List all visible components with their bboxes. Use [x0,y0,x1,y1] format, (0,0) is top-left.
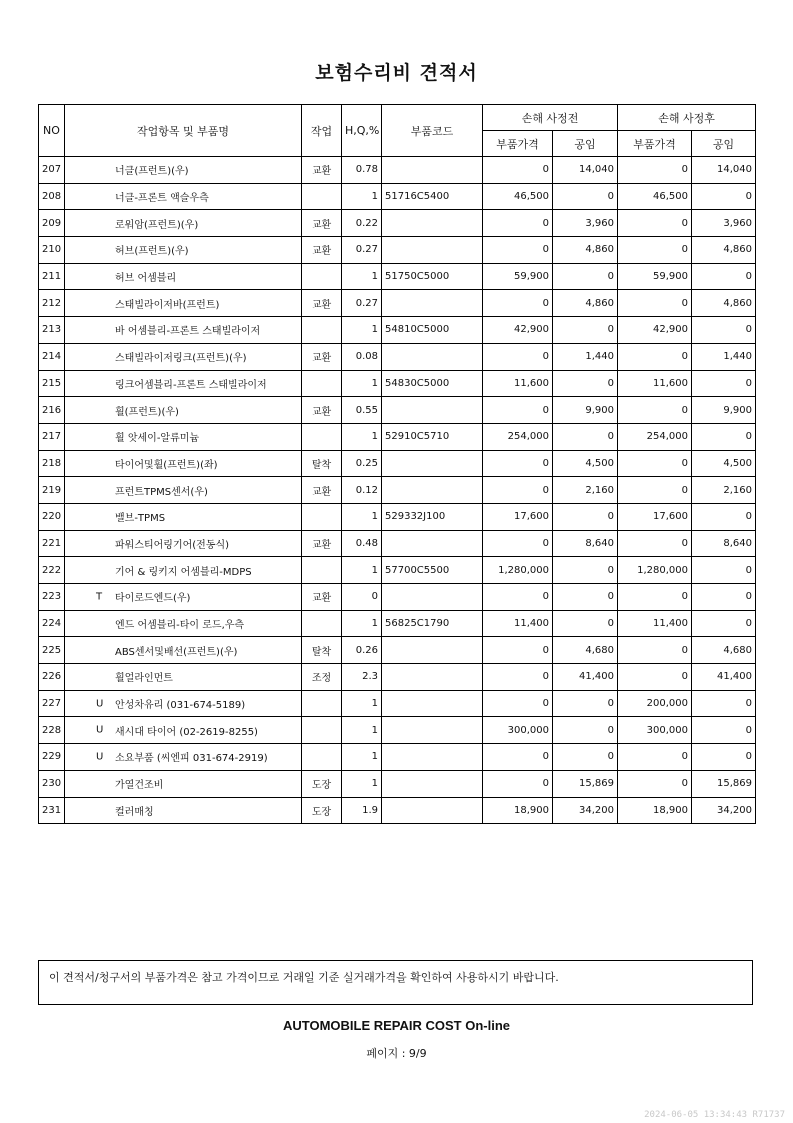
cell-hq: 0.25 [342,450,382,477]
cell-labor-after: 0 [692,584,756,611]
cell-work [302,744,342,771]
cell-item-name [65,557,302,584]
cell-hq: 0.26 [342,637,382,664]
cell-no: 226 [39,664,65,691]
cell-part-code: 57700C5500 [382,557,483,584]
cell-hq: 1 [342,717,382,744]
header-before-adjustment: 손해 사정전 [483,105,618,131]
cell-labor-after: 0 [692,690,756,717]
cell-part-price-after: 0 [618,290,692,317]
cell-labor-before: 15,869 [553,770,618,797]
table-row [39,503,756,530]
cell-part-price-after: 0 [618,770,692,797]
cell-hq: 1 [342,263,382,290]
cell-no: 228 [39,717,65,744]
header-part-code: 부품코드 [382,105,483,157]
cell-item-name [65,503,302,530]
table-row [39,263,756,290]
cell-hq: 1 [342,744,382,771]
cell-work: 교환 [302,237,342,264]
cell-item-name [65,183,302,210]
table-row [39,290,756,317]
table-row [39,370,756,397]
cell-no: 207 [39,157,65,184]
cell-work [302,183,342,210]
cell-no: 217 [39,423,65,450]
cell-item-name [65,237,302,264]
cell-part-price-after: 0 [618,397,692,424]
cell-part-price-before: 17,600 [483,503,553,530]
row-flag: T [96,591,103,603]
cell-part-price-before: 11,600 [483,370,553,397]
header-no: NO [39,105,65,157]
item-name: 스태빌라이저링크(프런트)(우) [115,353,247,365]
cell-part-code: 54830C5000 [382,370,483,397]
cell-hq: 0.08 [342,343,382,370]
item-name: 기어 & 링키지 어셈블리-MDPS [115,566,252,578]
cell-labor-after: 0 [692,557,756,584]
cell-item-name [65,610,302,637]
item-name: 너클-프론트 액슬우측 [115,193,209,205]
cell-work [302,423,342,450]
cell-labor-before: 2,160 [553,477,618,504]
cell-part-price-after: 59,900 [618,263,692,290]
cell-labor-before: 0 [553,503,618,530]
cell-work: 교환 [302,157,342,184]
header-part-price-before: 부품가격 [483,131,553,157]
item-name: 허브(프런트)(우) [115,246,189,258]
item-name: 프런트TPMS센서(우) [115,486,208,498]
cell-part-price-before: 0 [483,477,553,504]
table-row [39,423,756,450]
table-row [39,343,756,370]
cell-part-price-before: 0 [483,690,553,717]
table-row [39,770,756,797]
cell-hq: 1 [342,610,382,637]
cell-part-price-after: 11,600 [618,370,692,397]
table-row [39,183,756,210]
cell-part-price-before: 0 [483,770,553,797]
item-name: 바 어셈블리-프론트 스태빌라이저 [115,326,261,338]
cell-labor-after: 41,400 [692,664,756,691]
cell-part-price-after: 46,500 [618,183,692,210]
cell-labor-after: 0 [692,370,756,397]
cell-labor-after: 0 [692,503,756,530]
cell-hq: 1 [342,557,382,584]
cell-labor-after: 0 [692,317,756,344]
cell-hq: 0 [342,584,382,611]
table-row [39,317,756,344]
cell-no: 214 [39,343,65,370]
item-name: 타이로드엔드(우) [115,593,191,605]
cell-part-price-after: 254,000 [618,423,692,450]
table-row [39,637,756,664]
cell-labor-before: 4,860 [553,237,618,264]
cell-labor-after: 9,900 [692,397,756,424]
cell-item-name [65,290,302,317]
cell-labor-before: 4,680 [553,637,618,664]
cell-hq: 1 [342,503,382,530]
estimate-rows [39,157,756,824]
table-row [39,557,756,584]
cell-work: 도장 [302,770,342,797]
cell-part-code [382,343,483,370]
table-row [39,477,756,504]
item-name: 밸브-TPMS [115,513,166,525]
cell-labor-after: 4,860 [692,237,756,264]
page-number: 페이지 : 9/9 [366,1047,427,1060]
table-row [39,584,756,611]
cell-part-price-before: 0 [483,157,553,184]
cell-no: 209 [39,210,65,237]
item-name: 로워암(프런트)(우) [115,219,199,231]
cell-labor-before: 4,500 [553,450,618,477]
cell-work: 탈착 [302,450,342,477]
cell-part-code [382,717,483,744]
item-name: 소요부품 (씨엔피 031-674-2919) [115,753,268,765]
cell-work [302,370,342,397]
cell-part-price-before: 0 [483,664,553,691]
cell-labor-after: 0 [692,610,756,637]
cell-part-code [382,664,483,691]
cell-no: 218 [39,450,65,477]
table-row [39,664,756,691]
cell-part-code: 51716C5400 [382,183,483,210]
cell-no: 215 [39,370,65,397]
cell-part-code [382,584,483,611]
cell-item-name [65,690,302,717]
notice-text: 이 견적서/청구서의 부품가격은 참고 가격이므로 거래일 기준 실거래가격을 확인하여 사용하시기 바랍니다. [49,971,559,984]
cell-work: 교환 [302,343,342,370]
cell-item-name [65,770,302,797]
cell-part-price-before: 59,900 [483,263,553,290]
cell-no: 231 [39,797,65,824]
item-name: ABS센서및배선(프런트)(우) [115,646,238,658]
item-name: 휠 앗세이-알류미늄 [115,433,200,445]
cell-no: 227 [39,690,65,717]
cell-labor-before: 3,960 [553,210,618,237]
cell-labor-after: 0 [692,744,756,771]
cell-part-price-before: 1,280,000 [483,557,553,584]
cell-work: 도장 [302,797,342,824]
cell-item-name [65,210,302,237]
table-row [39,744,756,771]
cell-no: 208 [39,183,65,210]
cell-labor-before: 0 [553,690,618,717]
cell-part-code: 52910C5710 [382,423,483,450]
cell-work [302,317,342,344]
cell-part-price-after: 0 [618,157,692,184]
header-labor-before: 공임 [553,131,618,157]
cell-part-code [382,290,483,317]
table-row [39,237,756,264]
cell-labor-before: 14,040 [553,157,618,184]
cell-no: 229 [39,744,65,771]
notice-box [38,960,753,1005]
cell-hq: 0.27 [342,237,382,264]
table-row [39,157,756,184]
document-title: 보험수리비 견적서 [315,62,478,84]
table-row [39,397,756,424]
table-row [39,450,756,477]
cell-labor-before: 0 [553,717,618,744]
cell-no: 213 [39,317,65,344]
cell-work [302,717,342,744]
cell-part-code [382,477,483,504]
cell-item-name [65,744,302,771]
cell-part-price-after: 0 [618,637,692,664]
cell-labor-before: 0 [553,317,618,344]
cell-labor-before: 0 [553,370,618,397]
cell-hq: 0.22 [342,210,382,237]
footer-title: AUTOMOBILE REPAIR COST On-line [282,1018,511,1033]
cell-hq: 1 [342,317,382,344]
cell-part-price-before: 42,900 [483,317,553,344]
cell-no: 224 [39,610,65,637]
cell-part-code [382,530,483,557]
cell-item-name [65,157,302,184]
cell-part-price-after: 0 [618,530,692,557]
cell-part-price-before: 0 [483,343,553,370]
cell-work [302,690,342,717]
cell-hq: 0.27 [342,290,382,317]
cell-part-code [382,744,483,771]
cell-labor-before: 4,860 [553,290,618,317]
cell-item-name [65,450,302,477]
header-item: 작업항목 및 부품명 [65,105,302,157]
item-name: 너클(프런트)(우) [115,166,189,178]
item-name: 휠얼라인먼트 [115,673,173,685]
cell-item-name [65,263,302,290]
cell-part-price-after: 300,000 [618,717,692,744]
cell-labor-after: 15,869 [692,770,756,797]
cell-part-code [382,770,483,797]
cell-item-name [65,370,302,397]
cell-labor-after: 8,640 [692,530,756,557]
cell-part-code: 54810C5000 [382,317,483,344]
cell-part-code [382,237,483,264]
item-name: 새시대 타이어 (02-2619-8255) [115,726,258,738]
cell-part-price-before: 0 [483,744,553,771]
cell-labor-before: 0 [553,263,618,290]
cell-no: 211 [39,263,65,290]
cell-part-price-before: 0 [483,530,553,557]
cell-hq: 0.55 [342,397,382,424]
cell-item-name [65,797,302,824]
cell-part-price-before: 0 [483,450,553,477]
cell-no: 220 [39,503,65,530]
cell-labor-before: 41,400 [553,664,618,691]
cell-no: 216 [39,397,65,424]
cell-part-price-before: 0 [483,584,553,611]
cell-part-price-before: 0 [483,210,553,237]
cell-part-price-before: 300,000 [483,717,553,744]
header-part-price-after: 부품가격 [618,131,692,157]
header-labor-after: 공임 [692,131,756,157]
cell-hq: 1 [342,770,382,797]
cell-work [302,610,342,637]
cell-labor-before: 0 [553,423,618,450]
cell-part-price-after: 0 [618,237,692,264]
row-flag: U [96,751,104,763]
item-name: 휠(프런트)(우) [115,406,179,418]
cell-work [302,503,342,530]
cell-part-price-before: 18,900 [483,797,553,824]
cell-labor-after: 3,960 [692,210,756,237]
cell-part-price-after: 11,400 [618,610,692,637]
cell-item-name [65,637,302,664]
table-row [39,610,756,637]
table-row [39,690,756,717]
cell-part-code [382,690,483,717]
cell-no: 212 [39,290,65,317]
item-name: 가열건조비 [115,780,164,792]
cell-item-name [65,717,302,744]
cell-labor-before: 9,900 [553,397,618,424]
cell-part-price-before: 0 [483,397,553,424]
cell-labor-before: 0 [553,557,618,584]
cell-part-price-after: 0 [618,744,692,771]
table-row [39,530,756,557]
table-row [39,210,756,237]
cell-labor-before: 34,200 [553,797,618,824]
cell-work: 탈착 [302,637,342,664]
cell-hq: 2.3 [342,664,382,691]
cell-item-name [65,397,302,424]
cell-labor-after: 4,860 [692,290,756,317]
cell-part-price-after: 200,000 [618,690,692,717]
cell-item-name [65,584,302,611]
cell-labor-after: 14,040 [692,157,756,184]
cell-labor-before: 0 [553,584,618,611]
item-name: 허브 어셈블리 [115,273,177,285]
cell-no: 219 [39,477,65,504]
item-name: 타이어및휠(프런트)(좌) [115,459,218,471]
table-row [39,717,756,744]
cell-part-code [382,450,483,477]
cell-work: 교환 [302,290,342,317]
cell-part-price-before: 0 [483,237,553,264]
cell-work: 교환 [302,397,342,424]
cell-part-price-after: 0 [618,450,692,477]
row-flag: U [96,698,104,710]
cell-part-code [382,210,483,237]
cell-item-name [65,343,302,370]
cell-work [302,263,342,290]
cell-hq: 0.12 [342,477,382,504]
cell-item-name [65,477,302,504]
table-row [39,797,756,824]
cell-part-code: 529332J100 [382,503,483,530]
cell-no: 223 [39,584,65,611]
cell-part-price-before: 0 [483,290,553,317]
cell-hq: 1 [342,183,382,210]
cell-hq: 0.48 [342,530,382,557]
item-name: 안성차유리 (031-674-5189) [115,700,246,712]
cell-part-price-after: 0 [618,477,692,504]
cell-hq: 1 [342,690,382,717]
cell-part-price-after: 42,900 [618,317,692,344]
cell-no: 225 [39,637,65,664]
cell-part-code [382,157,483,184]
cell-item-name [65,423,302,450]
item-name: 스태빌라이저바(프런트) [115,299,220,311]
cell-labor-before: 0 [553,744,618,771]
item-name: 엔드 어셈블리-타이 로드,우측 [115,620,245,632]
cell-work: 교환 [302,530,342,557]
cell-work [302,557,342,584]
cell-labor-after: 34,200 [692,797,756,824]
cell-no: 221 [39,530,65,557]
cell-part-price-after: 0 [618,210,692,237]
item-name: 파워스티어링기어(전동식) [115,539,230,551]
cell-labor-after: 4,680 [692,637,756,664]
cell-part-price-after: 0 [618,343,692,370]
cell-labor-after: 2,160 [692,477,756,504]
cell-work: 조정 [302,664,342,691]
cell-part-price-before: 11,400 [483,610,553,637]
cell-labor-before: 0 [553,610,618,637]
estimate-table [38,104,756,824]
header-hq: H,Q,% [342,105,382,157]
cell-work: 교환 [302,477,342,504]
cell-labor-before: 1,440 [553,343,618,370]
cell-hq: 0.78 [342,157,382,184]
item-name: 컬러매칭 [115,806,154,818]
cell-labor-after: 1,440 [692,343,756,370]
cell-part-price-after: 18,900 [618,797,692,824]
cell-hq: 1 [342,370,382,397]
cell-part-price-after: 0 [618,584,692,611]
cell-labor-after: 0 [692,183,756,210]
cell-part-code: 51750C5000 [382,263,483,290]
header-after-adjustment: 손해 사정후 [618,105,756,131]
cell-part-price-before: 46,500 [483,183,553,210]
cell-no: 210 [39,237,65,264]
cell-hq: 1.9 [342,797,382,824]
cell-labor-after: 4,500 [692,450,756,477]
cell-item-name [65,664,302,691]
cell-part-code [382,397,483,424]
print-timestamp: 2024-06-05 13:34:43 R71737 [644,1110,785,1120]
cell-labor-after: 0 [692,423,756,450]
cell-labor-before: 0 [553,183,618,210]
cell-labor-after: 0 [692,717,756,744]
cell-part-price-before: 254,000 [483,423,553,450]
cell-part-code [382,637,483,664]
cell-item-name [65,317,302,344]
cell-no: 222 [39,557,65,584]
cell-labor-after: 0 [692,263,756,290]
cell-part-price-after: 0 [618,664,692,691]
item-name: 링크어셈블리-프론트 스태빌라이저 [115,379,267,391]
cell-hq: 1 [342,423,382,450]
header-work: 작업 [302,105,342,157]
cell-part-price-after: 1,280,000 [618,557,692,584]
cell-work: 교환 [302,210,342,237]
cell-part-code: 56825C1790 [382,610,483,637]
cell-part-code [382,797,483,824]
cell-part-price-before: 0 [483,637,553,664]
cell-no: 230 [39,770,65,797]
cell-part-price-after: 17,600 [618,503,692,530]
cell-item-name [65,530,302,557]
cell-labor-before: 8,640 [553,530,618,557]
cell-work: 교환 [302,584,342,611]
row-flag: U [96,724,104,736]
